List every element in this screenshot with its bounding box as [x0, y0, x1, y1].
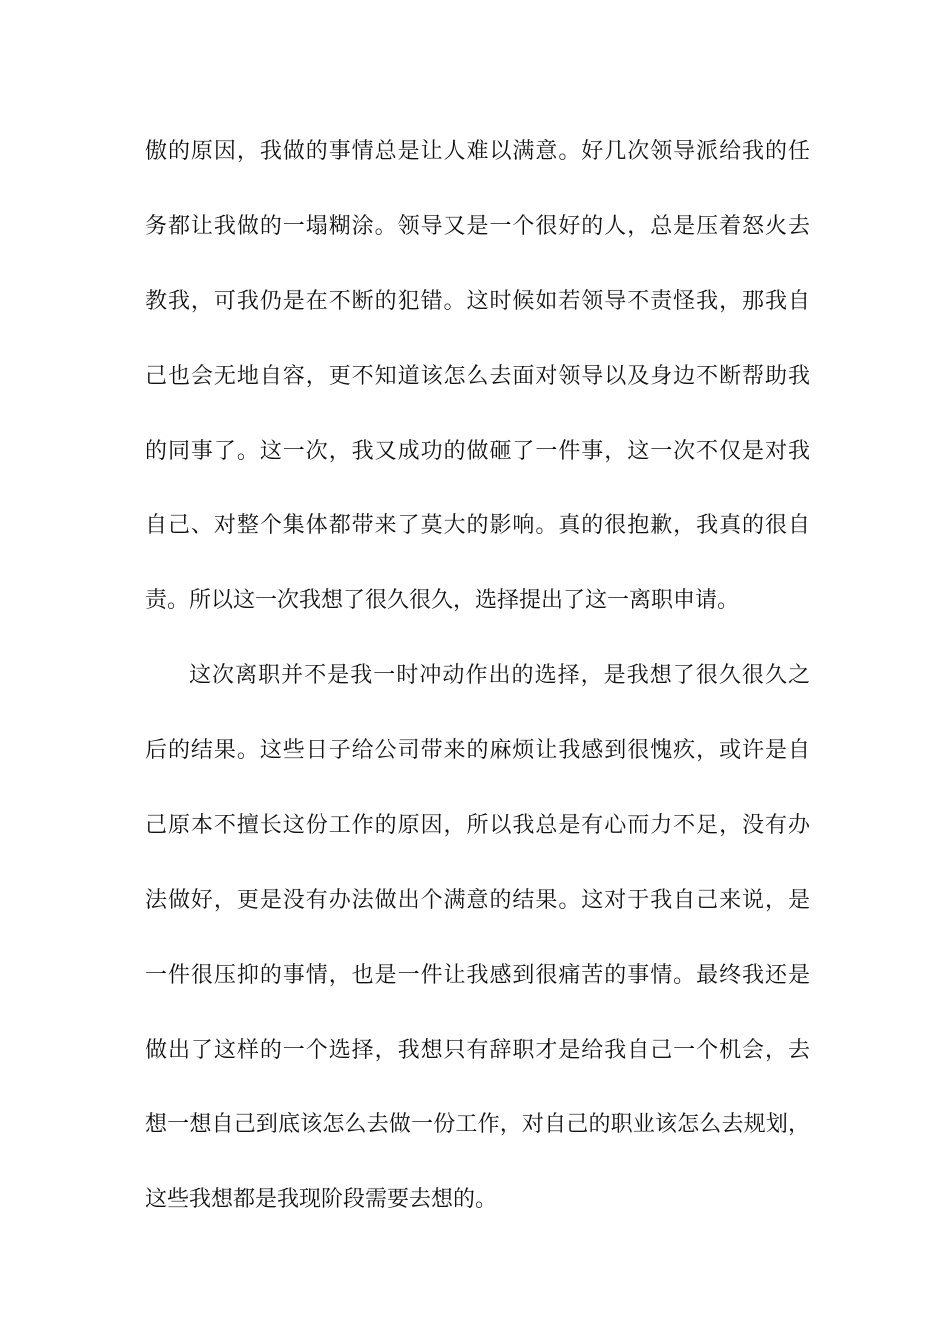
paragraph-line: 教我，可我仍是在不断的犯错。这时候如若领导不责怪我，那我自	[145, 289, 810, 314]
paragraph-line: 想一想自己到底该怎么去做一份工作，对自己的职业该怎么去规划，	[145, 1112, 810, 1137]
paragraph-line: 后的结果。这些日子给公司带来的麻烦让我感到很愧疚，或许是自	[145, 738, 810, 763]
paragraph-line: 法做好，更是没有办法做出个满意的结果。这对于我自己来说，是	[145, 888, 810, 913]
paragraph-line: 务都让我做的一塌糊涂。领导又是一个很好的人，总是压着怒火去	[145, 214, 810, 239]
paragraph-line: 责。所以这一次我想了很久很久，选择提出了这一离职申请。	[145, 588, 740, 613]
paragraph-line: 这次离职并不是我一时冲动作出的选择，是我想了很久很久之	[189, 663, 810, 688]
paragraph-line: 这些我想都是我现阶段需要去想的。	[145, 1187, 498, 1212]
paragraph-line: 一件很压抑的事情，也是一件让我感到很痛苦的事情。最终我还是	[145, 963, 810, 988]
paragraph-line: 的同事了。这一次，我又成功的做砸了一件事，这一次不仅是对我	[145, 439, 810, 464]
paragraph-line: 己也会无地自容，更不知道该怎么去面对领导以及身边不断帮助我	[145, 364, 810, 389]
paragraph-line: 自己、对整个集体都带来了莫大的影响。真的很抱歉，我真的很自	[145, 513, 810, 538]
paragraph-line: 做出了这样的一个选择，我想只有辞职才是给我自己一个机会，去	[145, 1038, 810, 1063]
paragraph-line: 己原本不擅长这份工作的原因，所以我总是有心而力不足，没有办	[145, 813, 810, 838]
paragraph-line: 傲的原因，我做的事情总是让人难以满意。好几次领导派给我的任	[145, 139, 810, 164]
